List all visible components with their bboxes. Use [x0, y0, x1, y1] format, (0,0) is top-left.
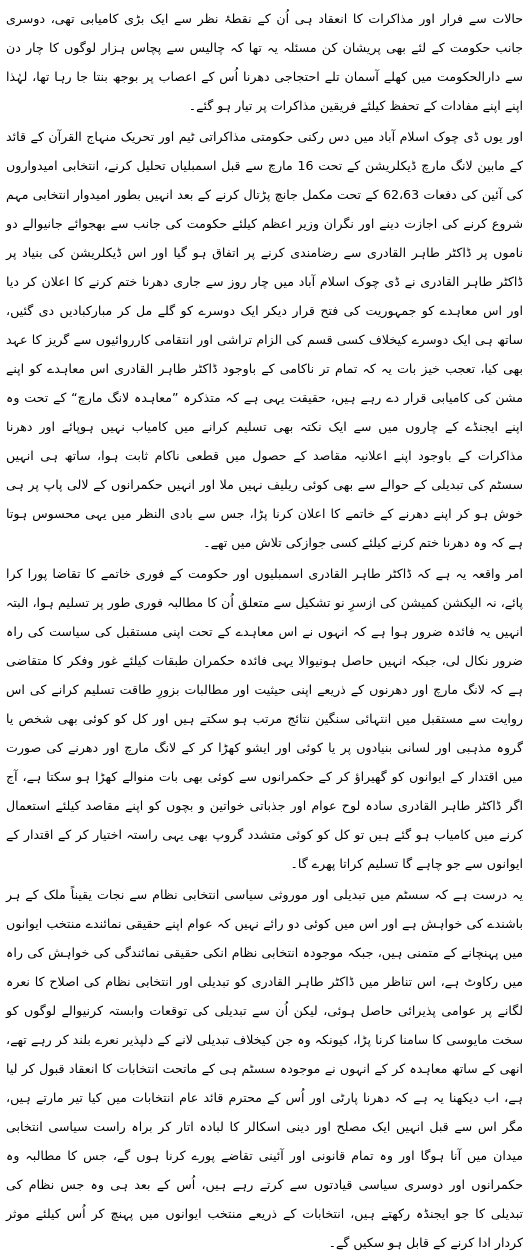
- article-paragraph-2: اور یوں ڈی چوک اسلام آباد میں دس رکنی حکومتی مذاکراتی ٹیم اور تحریک منہاج القرآن کے قائد کے مابین لانگ مارچ ڈیکلریشن کے تحت 16 مارچ سے قبل اسمبلیاں تحلیل کرنے، انتخابی امیدواروں کی آئین کی دفعات 62،63 کے تحت مکمل جانچ پڑتال کرنے کے بعد انہیں بطور امیدوار انتخابی مہم شروع کرنے کی اجازت دینے اور نگران وزیر اعظم کیلئے حکومت کی جانب سے بھجوائے جانیوالے دو ناموں پر ڈاکٹر طاہر القادری سے رضامندی کرنے پر اتفاق ہو گیا اور اس ڈیکلریشن کی بنیاد پر ڈاکٹر طاہر القادری نے ڈی چوک اسلام آباد میں چار روز سے جاری دھرنا ختم کرنے کا اعلان کر دیا اور اس معاہدے کو جمہوریت کی فتح قرار دیکر ایک دوسرے کو گلے مل کر مبارکبادیں دی گئیں، ساتھ ہی ایک دوسرے کیخلاف کسی قسم کی الزام تراشی اور انتقامی کارروائیوں سے گریز کا عہد بھی کیا، تعجب خیز بات یہ کہ تمام تر ناکامی کے باوجود ڈاکٹر طاہر القادری اس معاہدے کو اپنے مشن کی کامیابی قرار دے رہے ہیں، حقیقت یہی ہے کہ متذکرہ ”معاہدہ لانگ مارچ“ کے تحت وہ اپنے ایجنڈے کے چاروں میں سے ایک نکتہ بھی تسلیم کرانے میں کامیاب نہیں ہوپائے اور دھرنا مذاکرات کے باوجود اپنے اعلانیہ مقاصد کے حصول میں قطعی ناکام ثابت ہوا، ساتھ ہی انہیں سسٹم کی تبدیلی کے حوالے سے بھی کوئی ریلیف نہیں ملا اور انہیں حکمرانوں کے لالی پاپ پر ہی خوش ہو کر اپنے دھرنے کے خاتمے کا اعلان کرنا پڑا، جس سے بادی النظر میں یہی محسوس ہوتا ہے کہ وہ دھرنا ختم کرنے کیلئے کسی جوازکی تلاش میں تھے۔: [6, 129, 523, 550]
- article-paragraph-4: یہ درست ہے کہ سسٹم میں تبدیلی اور موروثی سیاسی انتخابی نظام سے نجات یقیناً ملک کے ہر باشندے کی خواہش ہے اور اس میں کوئی دو رائے نہیں کہ عوام اپنے حقیقی نمائندے منتخب ایوانوں میں پہنچانے کے متمنی ہیں، جبکہ موجودہ انتخابی نظام انکی حقیقی نمائندگی کی خواہش کی راہ میں رکاوٹ ہے، اس تناظر میں ڈاکٹر طاہر القادری کو تبدیلی اور انتخابی نظام کی اصلاح کا نعرہ لگانے پر عوامی پذیرائی حاصل ہوئی، لیکن اُن سے تبدیلی کی توقعات وابستہ کرنیوالے لوگوں کو سخت مایوسی کا سامنا کرنا پڑا، کیونکہ وہ جن کیخلاف تبدیلی لانے کے دلپذیر نعرے بلند کر رہے تھے، انھی کے ساتھ معاہدہ کر کے انہوں نے موجودہ سسٹم ہی کے ماتحت انتخابات کا انعقاد قبول کر لیا ہے، اب دیکھنا یہ ہے کہ دھرنا پارٹی اور اُس کے محترم قائد عام انتخابات میں کیا تیر مارتے ہیں، مگر اس سے قبل انہیں ایک مصلح اور دینی اسکالر کا لبادہ اتار کر براہ راست سیاسی انتخابی میدان میں آنا ہوگا اور وہ تمام قانونی اور آئینی تقاضے پورے کرنا ہوں گے، جس کا مطالبہ وہ حکمرانوں اور دوسری سیاسی قیادتوں سے کرتے رہے ہیں، اُس کے بعد ہی وہ جس نظام کی تبدیلی کا جو ایجنڈہ رکھتے ہیں، انتخابات کے ذریعے منتخب ایوانوں میں پہنچ کر اُس کیلئے موثر کردار ادا کرنے کے قابل ہو سکیں گے۔: [6, 887, 523, 1250]
- article-paragraph-1: حالات سے فرار اور مذاکرات کا انعقاد ہی اُن کے نقطۂ نظر سے ایک بڑی کامیابی تھی، دوسری جانب حکومت کے لئے بھی پریشان کن مسئلہ یہ تھا کہ چالیس سے پچاس ہزار لوگوں کا چار دن سے دارالحکومت میں کھلے آسمان تلے احتجاجی دھرنا اُس کے اعصاب پر بوجھ بنتا جا رہا تھا، لہٰذا اپنے اپنے مفادات کے تحفظ کیلئے فریقین مذاکرات پر تیار ہو گئے۔: [6, 11, 523, 113]
- article-paragraph-3: امر واقعہ یہ ہے کہ ڈاکٹر طاہر القادری اسمبلیوں اور حکومت کے فوری خاتمے کا تقاضا پورا کرا پائے، نہ الیکشن کمیشن کی ازسرِ نو تشکیل سے متعلق اُن کا مطالبہ فوری طور پر تسلیم ہوا، البتہ انہیں یہ فائدہ ضرور ہوا ہے کہ انہوں نے اس معاہدے کے تحت اپنی مستقبل کی سیاست کی راہ ضرور نکال لی، جبکہ انہیں حاصل ہونیوالا یہی فائدہ حکمران طبقات کیلئے غور وفکر کا متقاضی ہے کہ لانگ مارچ اور دھرنوں کے ذریعے اپنی حیثیت اور مطالبات بزورِ طاقت تسلیم کرانے کی اس روایت سے مستقبل میں انتہائی سنگین نتائج مرتب ہو سکتے ہیں اور کل کو کوئی بھی شخص یا گروہ مذہبی اور لسانی بنیادوں پر یا کوئی اور ایشو کھڑا کر کے لانگ مارچ اور دھرنے کی صورت میں اقتدار کے ایوانوں کو گھیراؤ کر کے حکمرانوں سے کوئی بھی بات منوالے کھڑا ہو سکتا ہے، آج اگر ڈاکٹر طاہر القادری سادہ لوح عوام اور جذباتی خواتین و بچوں کو اپنے مقاصد کیلئے استعمال کرنے میں کامیاب ہو گئے ہیں تو کل کو کوئی متشدد گروپ بھی یہی راستہ اختیار کر کے اقتدار کے ایوانوں سے جو چاہے گا تسلیم کراتا پھرے گا۔: [6, 566, 523, 871]
